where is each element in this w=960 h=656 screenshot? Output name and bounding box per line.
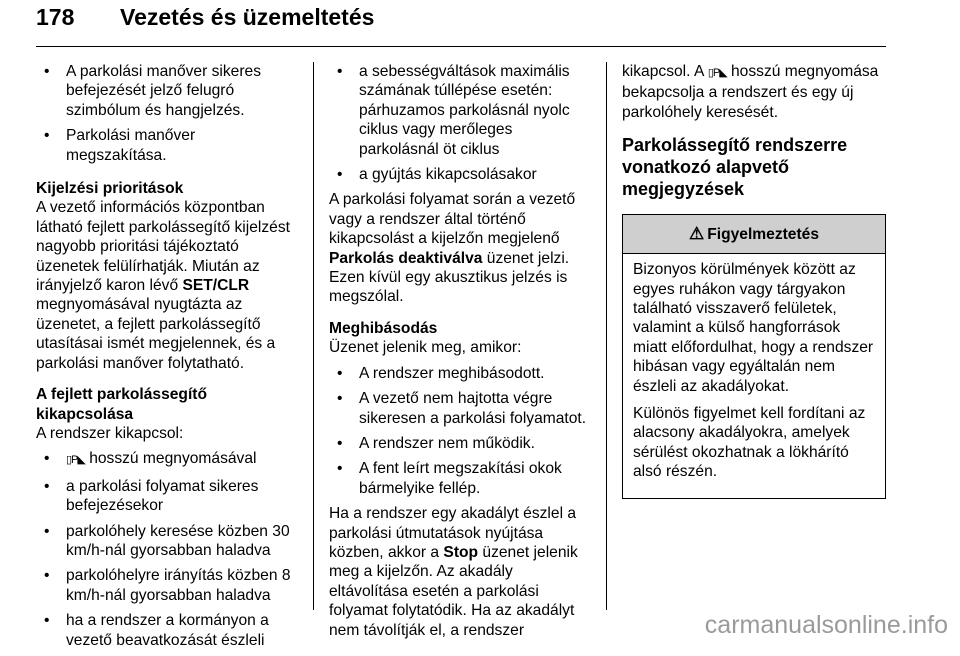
bullet-icon: • — [44, 522, 50, 540]
list-item: • a sebességváltások maximális számának túllépése esetén: párhuzamos parkolásnál nyolc ciklus vagy merőleges parkolásnál öt ciklus — [337, 63, 570, 158]
column-2 — [329, 62, 591, 652]
bullet-icon: • — [337, 390, 343, 408]
list-item: • ▯P◣ hosszú megnyomásával — [36, 449, 298, 470]
paragraph: A vezető információs központban látható fejlett parkolássegítő kijelzést nagyobb prioritási tájékoztató üzenetek felülírhatják. Miután az irányjelző karon lévő SET/CLR megnyomásával nyugtázta az üzenetet, a fejlett parkolássegítő utasításai ismét megjelennek, és a parkolási manőver folytatható. — [36, 199, 290, 372]
bullet-icon: • — [44, 612, 50, 630]
bullet-list — [36, 62, 298, 165]
warning-body — [623, 254, 885, 497]
page-header — [36, 4, 886, 44]
bullet-icon: • — [44, 567, 50, 585]
page-number: 178 — [36, 4, 75, 30]
section-heading: Meghibásodás — [329, 319, 438, 337]
list-item: • A vezető nem hajtotta végre sikeresen a parkolási folyamatot. — [337, 390, 587, 427]
list-item: • A rendszer meghibásodott. — [337, 364, 545, 382]
header-divider — [36, 46, 886, 47]
paragraph: Ha a rendszer egy akadályt észlel a parkolási útmutatások nyújtása közben, akkor a Stop üzenet jelenik meg a kijelzőn. Az akadály eltávolítása esetén a parkolási folyamat folytatódik. Ha az akadályt nem távolítják el, a rendszer — [329, 505, 578, 639]
warning-box — [622, 214, 886, 498]
bullet-icon: • — [337, 166, 343, 184]
bullet-list — [329, 62, 591, 184]
list-item: • A rendszer nem működik. — [337, 434, 535, 452]
paragraph: A parkolási folyamat során a vezető vagy a rendszer által történő kikapcsolást a kijelzőn megjelenő Parkolás deaktiválva üzenet jelzi. Ezen kívül egy akusztikus jelzés is megszólal. — [329, 191, 576, 306]
list-item: • parkolóhelyre irányítás közben 8 km/h-nál gyorsabban haladva — [44, 567, 291, 604]
warning-triangle-icon: ⚠ — [688, 224, 705, 244]
bullet-icon: • — [44, 477, 50, 495]
list-item: • a parkolási folyamat sikeres befejezésekor — [44, 477, 259, 515]
paragraph: Különös figyelmet kell fordítani az alacsony akadályokra, amelyek sérülést okozhatnak a lökhárító alsó részén. — [633, 405, 866, 481]
paragraph: A rendszer kikapcsol: — [36, 424, 184, 442]
section-heading: A fejlett parkolássegítő kikapcsolása — [36, 386, 207, 423]
paragraph: kikapcsol. A ▯P◣ hosszú megnyomása bekapcsolja a rendszert és egy új parkolóhely keresését. — [622, 63, 879, 121]
bullet-icon: • — [337, 460, 343, 478]
section-heading: Kijelzési prioritások — [36, 180, 184, 198]
bullet-list — [329, 364, 591, 498]
column-divider-2 — [606, 62, 607, 610]
bullet-list — [36, 449, 298, 650]
list-item: • parkolóhely keresése közben 30 km/h-nál gyorsabban haladva — [44, 522, 290, 559]
list-item: • ha a rendszer a kormányon a vezető beavatkozását észleli — [44, 612, 269, 649]
park-assist-icon: ▯P◣ — [66, 454, 85, 467]
list-item: • a gyújtás kikapcsolásakor — [337, 166, 537, 184]
column-divider-1 — [313, 62, 314, 610]
column-3 — [622, 62, 886, 499]
bullet-icon: • — [44, 63, 50, 80]
bullet-icon: • — [44, 450, 50, 468]
list-item: • A fent leírt megszakítási okok bármelyike fellép. — [337, 460, 562, 497]
page-title: Vezetés és üzemeltetés — [120, 4, 375, 30]
bullet-icon: • — [44, 127, 50, 145]
paragraph: Bizonyos körülmények között az egyes ruhákon vagy tárgyakon található visszaverő felületek, valamint a külső hangforrások miatt előfordulhat, hogy a rendszer hibásan vagy egyáltalán nem észleli az akadályokat. — [633, 261, 874, 395]
paragraph: Üzenet jelenik meg, amikor: — [329, 339, 522, 357]
list-item: • Parkolási manőver megszakítása. — [44, 127, 196, 164]
bullet-icon: • — [337, 364, 343, 382]
column-1 — [36, 62, 298, 656]
bullet-icon: • — [337, 434, 343, 452]
warning-header: ⚠ Figyelmeztetés — [623, 215, 885, 254]
watermark: carmanualsonline.info — [704, 611, 948, 639]
park-assist-icon: ▯P◣ — [707, 67, 727, 79]
section-heading: Parkolássegítő rendszerre vonatkozó alapvető megjegyzések — [622, 135, 848, 200]
bullet-icon: • — [337, 63, 343, 80]
list-item: • A parkolási manőver sikeres befejezését jelző felugró szimbólum és hangjelzés. — [44, 63, 262, 119]
